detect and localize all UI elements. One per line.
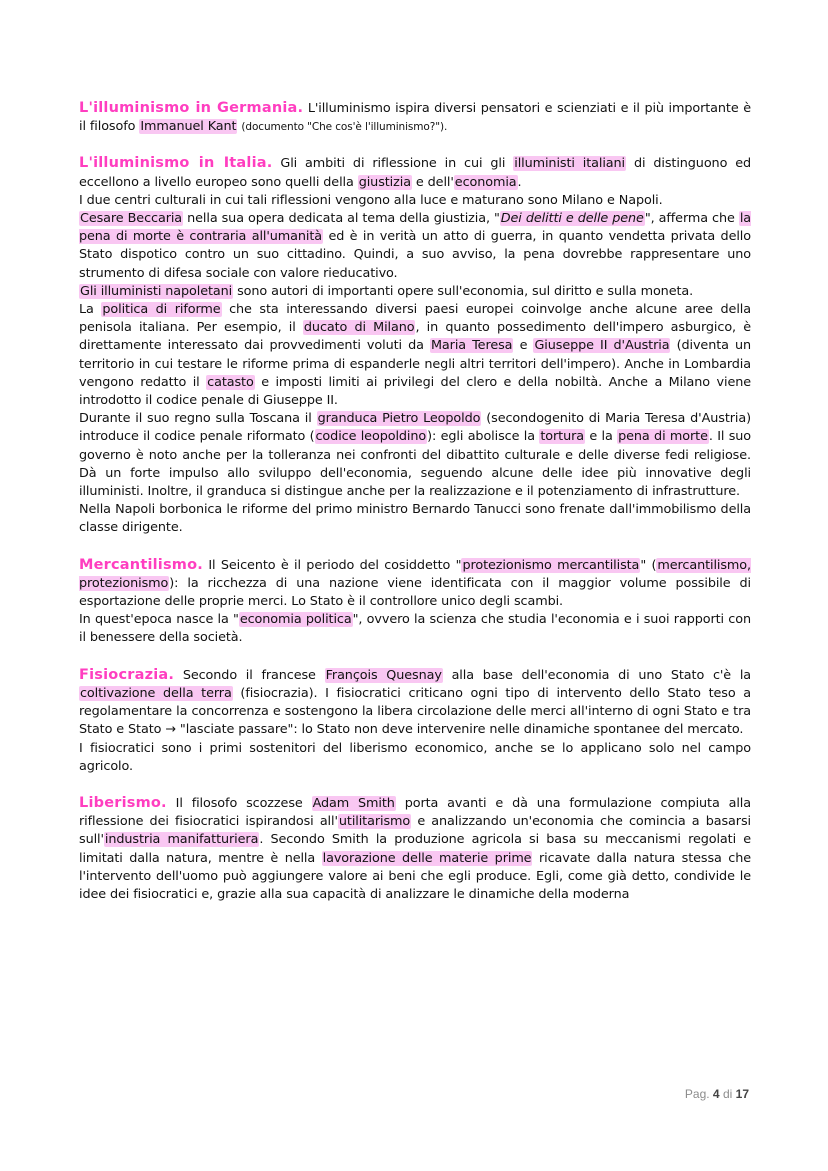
text: e dell' [415, 174, 454, 190]
highlight: illuministi italiani [514, 156, 626, 172]
highlight: protezionismo mercantilista [462, 557, 640, 573]
page-prefix: Pag. [684, 1087, 710, 1101]
section-germania [79, 99, 751, 136]
text: e la [589, 429, 613, 445]
text: ", ovvero la scienza che studia l'economia e i suoi rapporti con il benessere della società. [79, 612, 751, 646]
highlight: Cesare Beccaria [80, 211, 183, 227]
text: La [79, 302, 94, 318]
text: ed è in verità un atto di guerra, in quanto vendetta privata dello Stato dispotico contro un suo cittadino. Quindi, a suo avviso, la pena dovrebbe rappresentare uno strumento di difesa sociale con valore rieducativo. [79, 229, 751, 281]
section-title: Fisiocrazia. [79, 666, 175, 683]
paragraph: Nella Napoli borbonica le riforme del primo ministro Bernardo Tanucci sono frenate dall'immobilismo della classe dirigente. [79, 502, 751, 536]
section-italia [79, 154, 751, 537]
text: (diventa un territorio in cui testare le riforme prima di espanderle negli altri territori dell'impero). Anche in Lombardia vengono redatto il [79, 338, 752, 390]
highlight: Gli illuministi napoletani [80, 283, 233, 299]
highlight: pena di morte [618, 429, 708, 445]
highlight: lavorazione delle materie prime [322, 850, 532, 866]
paragraph [79, 794, 751, 904]
highlight: Maria Teresa [430, 338, 513, 354]
text: porta avanti e dà una formulazione compiuta alla riflessione dei fisiocratici ispirandosi all' [79, 795, 752, 830]
text: Il filosofo scozzese [175, 795, 303, 811]
highlight: tortura [540, 429, 584, 445]
text: " ( [640, 557, 657, 573]
page-separator: di [722, 1087, 733, 1101]
text: e [519, 338, 528, 354]
highlight: Adam Smith [312, 795, 395, 811]
highlight: François Quesnay [325, 667, 442, 683]
text: Secondo il francese [182, 667, 316, 683]
text: In quest'epoca nasce la " [79, 612, 239, 628]
highlight: economia politica [239, 612, 352, 628]
text: L'illuminismo ispira diversi pensatori e scienziati e il più importante è il filosofo [79, 101, 751, 135]
paragraph: I due centri culturali in cui tali riflessioni vengono alla luce e maturano sono Milano e Napoli. [79, 192, 663, 208]
highlight: mercantilismo, protezionismo [79, 557, 751, 591]
page-content [79, 99, 751, 922]
section-title: L'illuminismo in Italia. [79, 155, 273, 172]
section-liberismo [79, 794, 751, 904]
highlight: utilitarismo [338, 814, 411, 830]
paragraph [79, 283, 751, 301]
paragraph [79, 301, 751, 410]
highlight: industria manifatturiera [104, 832, 259, 848]
highlight: catasto [207, 374, 254, 390]
text: nella sua opera dedicata al tema della giustizia, " [187, 211, 500, 227]
text: Gli ambiti di riflessione in cui gli [280, 156, 506, 172]
text: , in quanto possedimento dell'impero asburgico, è direttamente interessato dai provvedimenti voluti da [79, 320, 751, 354]
text: e imposti limiti ai privilegi del clero e della nobiltà. Anche a Milano viene introdotto il codice penale di Giuseppe II. [79, 374, 751, 409]
text: (documento "Che cos'è l'illuminismo?"). [241, 121, 448, 134]
paragraph [79, 154, 751, 191]
section-title: L'illuminismo in Germania. [79, 100, 304, 116]
paragraph [79, 666, 751, 740]
text: ", afferma che [644, 211, 735, 227]
highlight: Immanuel Kant [140, 119, 237, 135]
section-mercantilismo [79, 556, 751, 648]
text: che sta interessando diversi paesi europei coinvolge anche alcune aree della penisola italiana. Per esempio, il [79, 302, 751, 336]
section-title: Mercantilismo. [79, 556, 203, 573]
current-page: 4 [712, 1087, 720, 1101]
paragraph [79, 556, 751, 612]
highlight: codice leopoldino [315, 429, 427, 445]
text: alla base dell'economia di uno Stato c'è la [451, 667, 752, 683]
text: sono autori di importanti opere sull'economia, sul diritto e sulla moneta. [237, 283, 694, 299]
text: ricavate dalla natura stessa che l'intervento dell'uomo può aggiungere valore ai beni che egli produce. Egli, come già detto, condivide le idee dei fisiocratici e, grazie alla sua capacità di analizzare le dinamiche della moderna [79, 850, 751, 902]
text: . [517, 174, 522, 190]
section-title: Liberismo. [79, 794, 167, 811]
text: . Il suo governo è noto anche per la tolleranza nei confronti del dibattito culturale e delle diverse fedi religiose. Dà un forte impulso allo sviluppo dell'economia, seguendo alcune delle idee più innovative degli illuministi. Inoltre, il granduca si distingue anche per la realizzazione e il potenziamento di infrastrutture. [79, 429, 752, 500]
highlight: Giuseppe II d'Austria [534, 338, 670, 354]
text: (secondogenito di Maria Teresa d'Austria) introduce il codice penale riformato ( [79, 411, 752, 445]
highlight: giustizia [358, 174, 411, 190]
section-fisiocrazia [79, 666, 751, 776]
paragraph [79, 410, 751, 501]
total-pages: 17 [735, 1087, 749, 1101]
paragraph [79, 210, 751, 283]
paragraph [79, 611, 751, 647]
highlight: ducato di Milano [303, 320, 415, 336]
text: di distinguono ed eccellono a livello europeo sono quelli della [79, 156, 752, 190]
text: Il Seicento è il periodo del cosiddetto " [208, 557, 462, 573]
highlight: politica di riforme [102, 302, 221, 318]
text: (fisiocrazia). I fisiocratici criticano ogni tipo di intervento dello Stato teso a regolamentare la concorrenza e sostengono la libera circolazione delle merci all'interno di ogni Stato e tra Stato e Stato → "lasciate passare": lo Stato non deve intervenire nelle dinamiche spontanee del mercato. [79, 685, 752, 738]
text: e analizzando un'economia che comincia a basarsi sull' [79, 814, 751, 848]
text: . Secondo Smith la produzione agricola si basa su meccanismi regolati e limitati dalla natura, mentre è nella [79, 832, 751, 866]
highlight: coltivazione della terra [80, 685, 232, 701]
paragraph: I fisiocratici sono i primi sostenitori del liberismo economico, anche se lo applicano solo nel campo agricolo. [79, 740, 751, 774]
paragraph [79, 99, 751, 136]
highlight: la pena di morte è contraria all'umanità [79, 211, 752, 245]
text: ): la ricchezza di una nazione viene identificata con il maggior volume possibile di esportazione delle proprie merci. Lo Stato è il controllore unico degli scambi. [79, 575, 751, 610]
text: Durante il suo regno sulla Toscana il [79, 411, 312, 427]
highlight: Dei delitti e delle pene [500, 211, 644, 227]
text: ): egli abolisce la [427, 429, 535, 445]
highlight: granduca Pietro Leopoldo [317, 411, 481, 427]
highlight: economia [454, 174, 517, 190]
page-number [685, 1087, 749, 1101]
